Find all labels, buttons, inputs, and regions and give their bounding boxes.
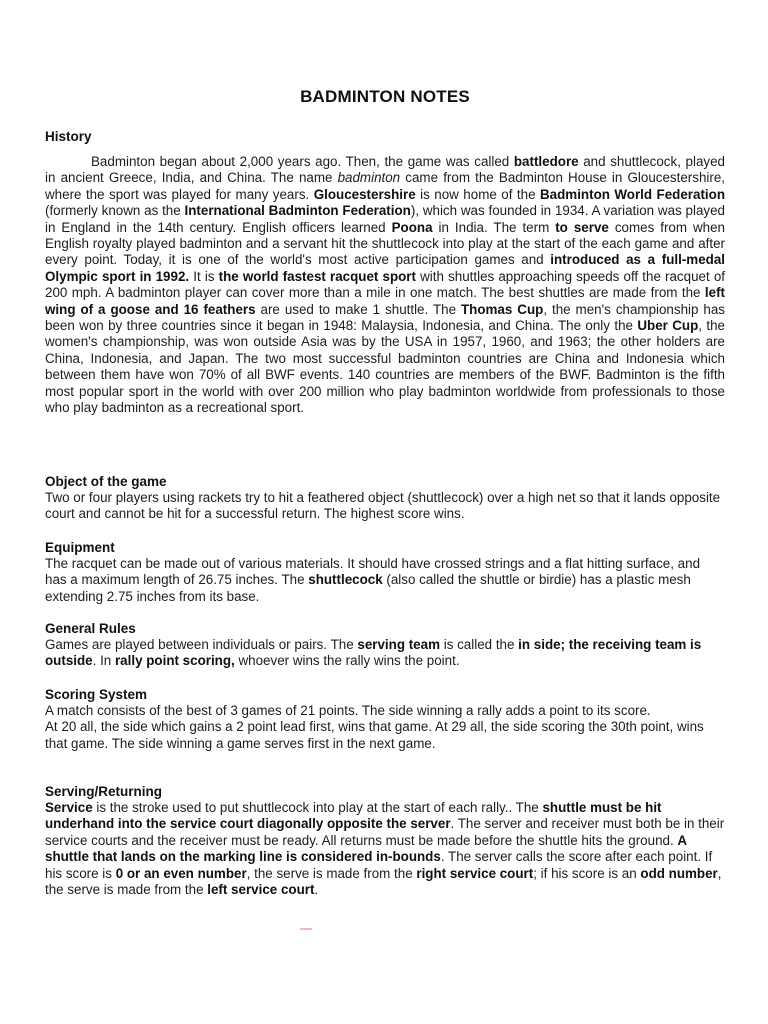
bold-text-run: shuttle must be hit underhand into the service court diagonally opposite the server: [45, 800, 662, 832]
bold-text-run: left service court: [207, 882, 315, 898]
text-run: ; if his score is an: [533, 865, 641, 881]
serving-heading: Serving/Returning: [45, 784, 163, 799]
scoring-line-2: At 20 all, the side which gains a 2 point lead first, wins that game. At 29 all, the side scoring the 30th point, wins that game. The side winning a game serves first in the next game.: [45, 719, 704, 751]
bold-text-run: Service: [45, 800, 93, 815]
text-run: is called the: [440, 637, 519, 652]
bold-text-run: Thomas Cup: [460, 301, 544, 317]
bold-text-run: serving team: [357, 637, 440, 652]
serving-paragraph: [45, 800, 725, 898]
rules-paragraph: [45, 637, 725, 670]
text-run: ), which was founded in 1934. A variation was played in England in the 14th century. English officers learned: [45, 203, 726, 235]
text-run: , the serve is made from the: [246, 865, 417, 881]
rules-heading: General Rules: [45, 621, 136, 636]
text-run: Games are played between individuals or pairs. The: [45, 637, 358, 652]
bold-text-run: to serve: [555, 219, 609, 235]
text-run: , the serve is made from the: [45, 865, 722, 898]
text-run: with shuttles approaching speeds off the racquet of 200 mph. A badminton player can cover more than a mile in one match. The best shuttles are made from the: [45, 268, 725, 301]
object-section: [45, 473, 725, 523]
text-run: .: [314, 882, 319, 898]
text-run: , the women's championship, was won outside Asia was by the USA in 1957, 1960, and 1963; the other holders are China, Indonesia, and Japan. The two most successful badminton countries are China and Indonesia which between them have won 70% of all BWF events. 140 countries are members of the BWF. Badminton is the fifth most popular sport in the world with over 200 million who play badminton worldwide from professionals to those who play badminton as a recreational sport.: [45, 318, 725, 416]
text-run: (also called the shuttle or birdie) has a plastic mesh extending 2.75 inches from its base.: [45, 572, 691, 604]
text-run: whoever wins the rally wins the point.: [234, 653, 460, 669]
bold-text-run: battledore: [513, 154, 579, 169]
text-run: (formerly known as the: [45, 203, 185, 219]
stray-mark: [300, 928, 312, 930]
text-run: comes from when English royalty played badminton and a servant hit the shuttlecock into play at the start of the each game and after every point. Today, it is one of the world's most active participation games and: [45, 219, 726, 268]
bold-text-run: shuttlecock: [308, 572, 383, 588]
bold-text-run: right service court: [416, 865, 534, 881]
equipment-section: [45, 539, 725, 605]
text-run: . In: [92, 653, 115, 669]
text-run: It is: [189, 268, 219, 284]
object-heading: Object of the game: [45, 474, 167, 489]
bold-text-run: 0 or an even number: [115, 865, 247, 881]
bold-text-run: the world fastest racquet sport: [218, 268, 416, 284]
history-heading: History: [45, 129, 92, 144]
bold-text-run: Poona: [391, 219, 433, 235]
bold-text-run: in side; the receiving team is outside: [45, 637, 702, 669]
bold-text-run: A shuttle that lands on the marking line is considered in-bounds: [45, 832, 687, 865]
text-run: Two or four players using rackets try to hit a feathered object (shuttlecock) over a high net so that it lands opposite court and cannot be hit for a successful return. The highest score wins.: [45, 490, 721, 522]
bold-text-run: Gloucestershire: [313, 186, 416, 202]
rules-section: [45, 620, 725, 670]
scoring-line-1: A match consists of the best of 3 games of 21 points. The side winning a rally adds a point to its score.: [45, 703, 651, 718]
text-run: The racquet can be made out of various materials. It should have crossed strings and a flat hitting surface, and has a maximum length of 26.75 inches. The: [45, 556, 701, 588]
history-paragraph: [45, 154, 725, 417]
bold-text-run: Badminton World Federation: [540, 186, 725, 202]
bold-text-run: International Badminton Federation: [184, 203, 411, 219]
equipment-heading: Equipment: [45, 540, 115, 555]
page-title: BADMINTON NOTES: [300, 87, 470, 106]
scoring-section: [45, 686, 725, 752]
text-run: is the stroke used to put shuttlecock into play at the start of each rally.. The: [92, 800, 543, 815]
bold-text-run: odd number: [640, 865, 718, 881]
text-run: came from the Badminton House in Gloucestershire, where the sport was played for many years.: [45, 170, 725, 202]
text-run: . The server calls the score after each point. If his score is: [45, 849, 713, 881]
serving-section: [45, 783, 725, 898]
text-run: , the men's championship has been won by three countries since it began in 1948: Malaysia, Indonesia, and China. The only the: [45, 301, 725, 334]
bold-text-run: introduced as a full-medal Olympic sport in 1992.: [45, 252, 725, 284]
text-run: is now home of the: [415, 186, 540, 202]
equipment-paragraph: [45, 556, 725, 605]
bold-text-run: Uber Cup: [637, 318, 699, 334]
text-run: Badminton began about 2,000 years ago. Then, the game was called: [91, 154, 514, 169]
history-section: [45, 128, 725, 417]
text-run: . The server and receiver must both be in their service courts and the receiver must be ready. All returns must be made before the shuttle hits the ground.: [45, 816, 725, 848]
text-run: in India. The term: [432, 219, 556, 235]
object-paragraph: [45, 490, 725, 523]
bold-text-run: left wing of a goose and 16 feathers: [45, 285, 725, 317]
scoring-heading: Scoring System: [45, 687, 148, 702]
bold-text-run: rally point scoring,: [114, 653, 235, 669]
italic-text-run: badminton: [337, 170, 401, 186]
text-run: are used to make 1 shuttle. The: [255, 301, 461, 317]
text-run: and shuttlecock, played in ancient Greece, India, and China. The name: [45, 154, 725, 186]
